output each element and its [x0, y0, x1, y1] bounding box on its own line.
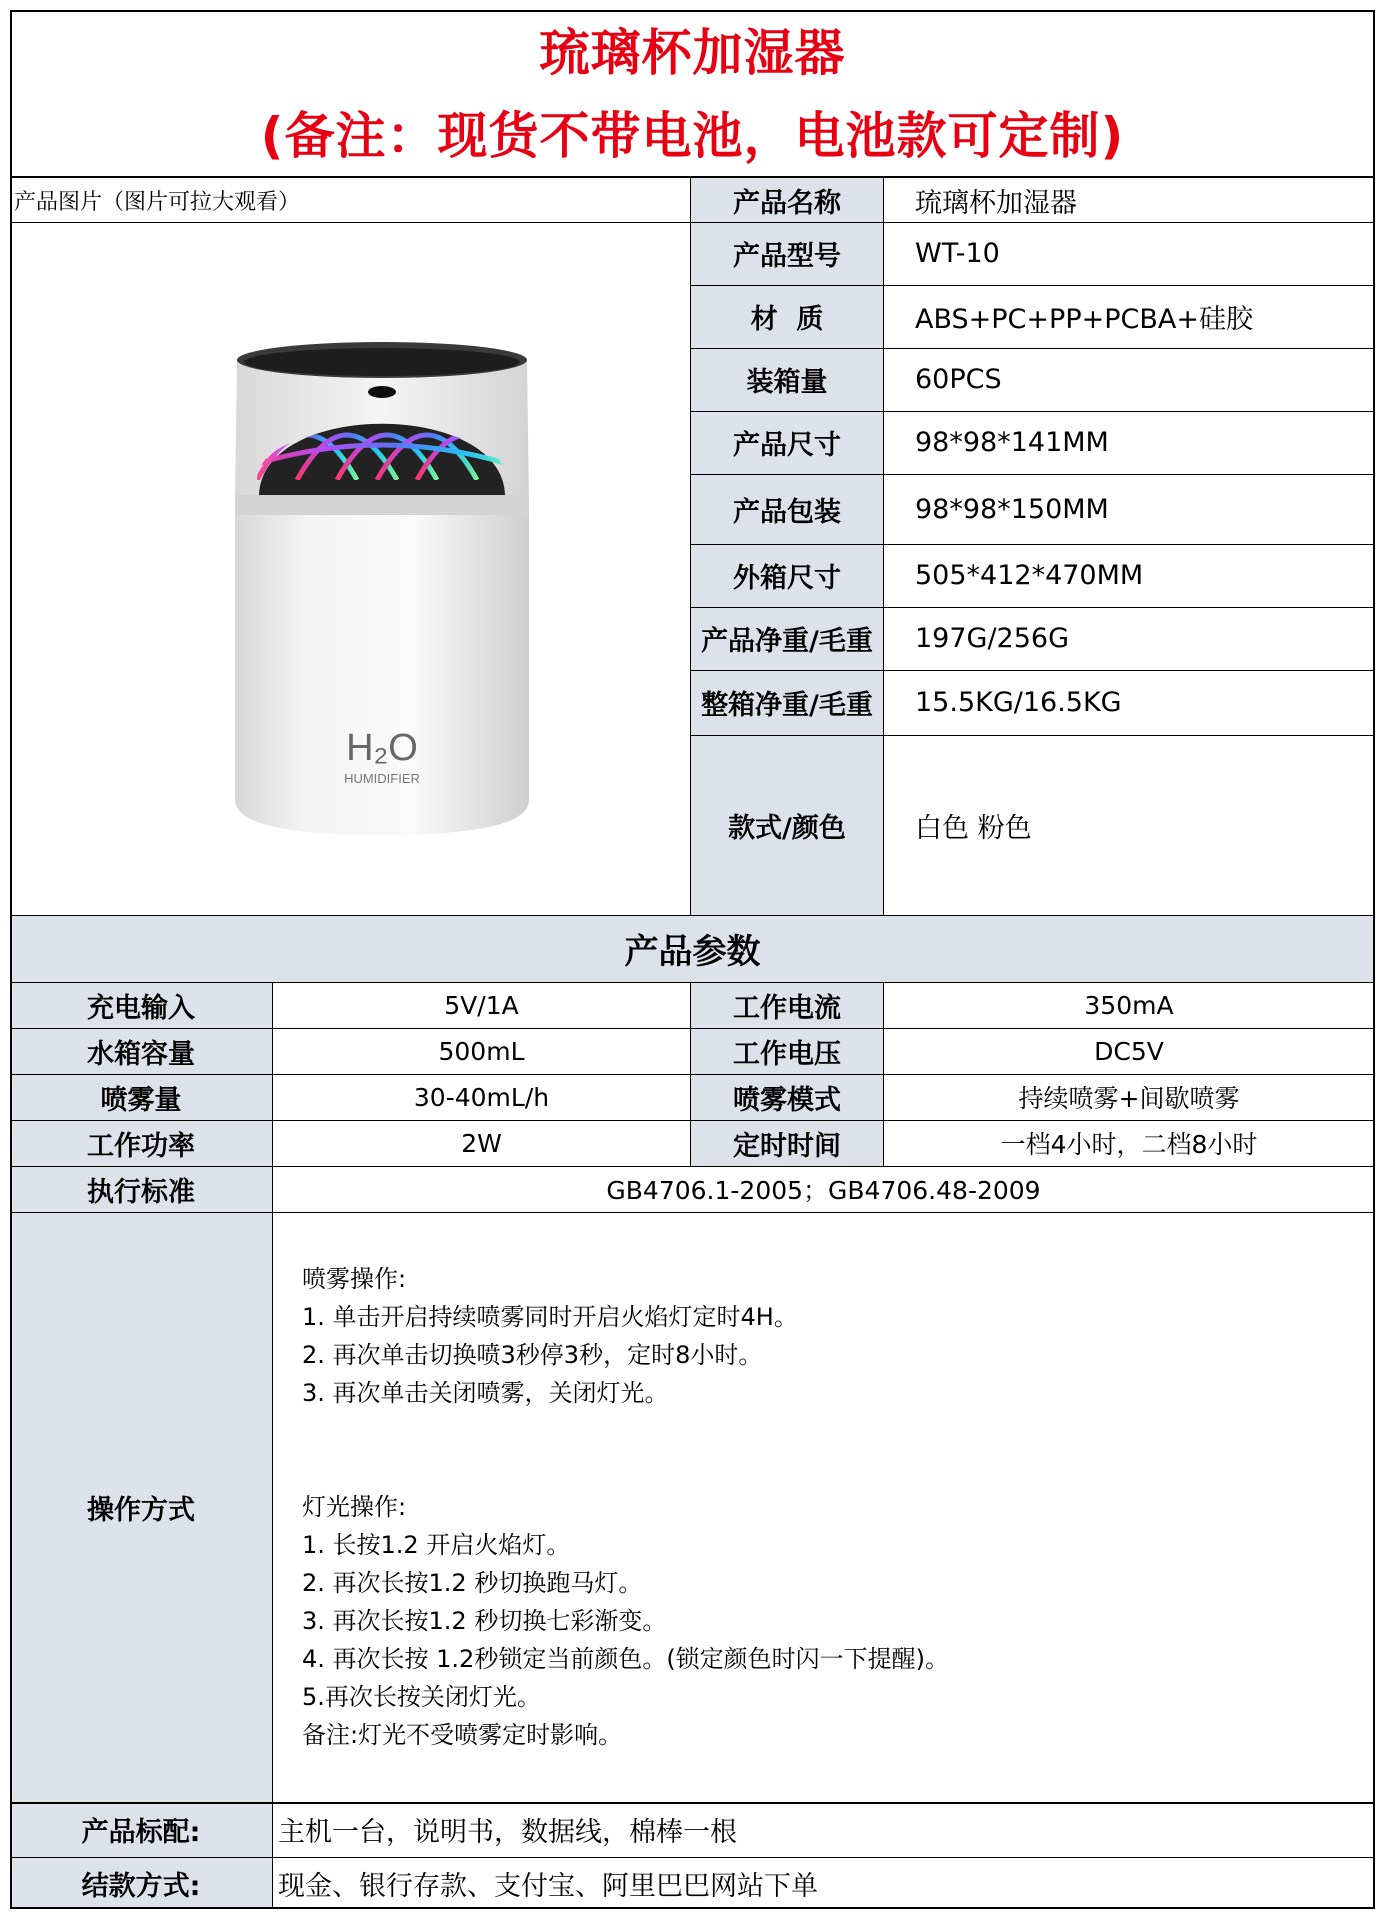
param-label-3a: 工作功率 — [10, 1120, 272, 1166]
vline-params-left — [272, 982, 273, 1907]
spec-value-4: 98*98*141MM — [915, 427, 1109, 458]
spec-label-8: 整箱净重/毛重 — [691, 670, 883, 735]
param-label-2b: 喷雾模式 — [691, 1074, 883, 1120]
param-value-0a: 5V/1A — [444, 990, 519, 1020]
spec-label-6: 外箱尺寸 — [691, 544, 883, 607]
hline-spec-8 — [691, 670, 1375, 671]
spec-value-9: 白色 粉色 — [915, 812, 1032, 844]
spec-value-5: 98*98*150MM — [915, 493, 1109, 525]
params-header: 产品参数 — [10, 915, 1375, 982]
payment-label: 结款方式: — [10, 1857, 272, 1909]
hline-params-3 — [10, 1074, 1375, 1075]
border-right — [1373, 10, 1375, 1909]
param-label-0b: 工作电流 — [691, 982, 883, 1028]
spec-value-0: 琉璃杯加湿器 — [915, 187, 1077, 219]
product-logo-h2o: H₂O — [346, 727, 418, 769]
hline-spec-5 — [691, 474, 1375, 475]
border-left — [10, 10, 12, 1909]
spec-label-3: 装箱量 — [691, 348, 883, 411]
image-caption: 产品图片（图片可拉大观看） — [14, 189, 301, 215]
spec-label-4: 产品尺寸 — [691, 411, 883, 474]
light-operation-text: 灯光操作: 1. 长按1.2 开启火焰灯。 2. 再次长按1.2 秒切换跑马灯。 3. 再次长按1.2 秒切换七彩渐变。 4. 再次长按 1.2秒锁定当前颜色。(锁定颜色时闪一下提醒)。 5.再次长按关闭灯光。 备注:灯光不受喷雾定时影响。 — [302, 1493, 950, 1749]
spec-value-8: 15.5KG/16.5KG — [915, 687, 1122, 718]
standard-label: 执行标准 — [10, 1166, 272, 1212]
spec-value-3: 60PCS — [915, 364, 1002, 395]
hline-op-bottom — [10, 1802, 1375, 1804]
param-value-0b: 350mA — [1084, 990, 1174, 1020]
border-bottom — [10, 1907, 1375, 1909]
hline-caption — [10, 222, 691, 223]
product-image — [217, 330, 547, 850]
hline-acc-bottom — [10, 1857, 1375, 1858]
hline-title — [10, 176, 1375, 178]
spec-sheet — [10, 10, 1375, 1909]
spec-value-7: 197G/256G — [915, 623, 1070, 654]
spec-label-1: 产品型号 — [691, 222, 883, 285]
hline-spec-6 — [691, 544, 1375, 545]
hline-spec-1 — [691, 222, 1375, 223]
param-label-0a: 充电输入 — [10, 982, 272, 1028]
hline-params-2 — [10, 1028, 1375, 1029]
hline-params-top — [10, 915, 1375, 916]
operation-label: 操作方式 — [10, 1212, 272, 1802]
hline-spec-3 — [691, 348, 1375, 349]
vline-spec-mid — [883, 176, 884, 915]
spec-label-2: 材 质 — [691, 285, 883, 348]
hline-params-4 — [10, 1120, 1375, 1121]
spec-label-0: 产品名称 — [691, 178, 883, 222]
hline-params-6 — [10, 1212, 1375, 1213]
param-label-3b: 定时时间 — [691, 1120, 883, 1166]
payment-value: 现金、银行存款、支付宝、阿里巴巴网站下单 — [278, 1870, 818, 1902]
vline-params-mid — [690, 982, 691, 1166]
border-top — [10, 10, 1375, 12]
param-value-3b: 一档4小时，二档8小时 — [1000, 1130, 1258, 1159]
hline-spec-9 — [691, 735, 1375, 736]
hline-params-1 — [10, 982, 1375, 983]
accessories-label: 产品标配: — [10, 1802, 272, 1857]
vline-image-right — [690, 176, 691, 915]
param-value-1a: 500mL — [438, 1036, 525, 1066]
standard-value: GB4706.1-2005；GB4706.48-2009 — [606, 1176, 1041, 1205]
title-line-2: (备注：现货不带电池，电池款可定制) — [260, 107, 1125, 165]
product-logo-sub: HUMIDIFIER — [344, 771, 420, 786]
spec-value-1: WT-10 — [915, 238, 1000, 269]
param-label-2a: 喷雾量 — [10, 1074, 272, 1120]
spec-value-2: ABS+PC+PP+PCBA+硅胶 — [915, 304, 1253, 335]
param-value-2b: 持续喷雾+间歇喷雾 — [1018, 1084, 1240, 1113]
spray-operation-text: 喷雾操作: 1. 单击开启持续喷雾同时开启火焰灯定时4H。 2. 再次单击切换喷3秒停3秒，定时8小时。 3. 再次单击关闭喷雾，关闭灯光。 — [302, 1265, 798, 1407]
spec-label-5: 产品包装 — [691, 474, 883, 544]
spec-label-7: 产品净重/毛重 — [691, 607, 883, 670]
param-value-1b: DC5V — [1094, 1036, 1164, 1066]
hline-spec-2 — [691, 285, 1375, 286]
param-label-1b: 工作电压 — [691, 1028, 883, 1074]
accessories-value: 主机一台，说明书，数据线，棉棒一根 — [278, 1817, 737, 1848]
param-label-1a: 水箱容量 — [10, 1028, 272, 1074]
operation-content — [272, 1212, 1375, 1802]
hline-spec-7 — [691, 607, 1375, 608]
param-value-2a: 30-40mL/h — [413, 1082, 550, 1112]
spec-label-9: 款式/颜色 — [691, 735, 883, 915]
vline-params-right — [883, 982, 884, 1166]
title-line-1: 琉璃杯加湿器 — [539, 24, 846, 82]
hline-spec-4 — [691, 411, 1375, 412]
param-value-3a: 2W — [461, 1128, 502, 1158]
spec-value-6: 505*412*470MM — [915, 560, 1144, 591]
hline-params-5 — [10, 1166, 1375, 1167]
